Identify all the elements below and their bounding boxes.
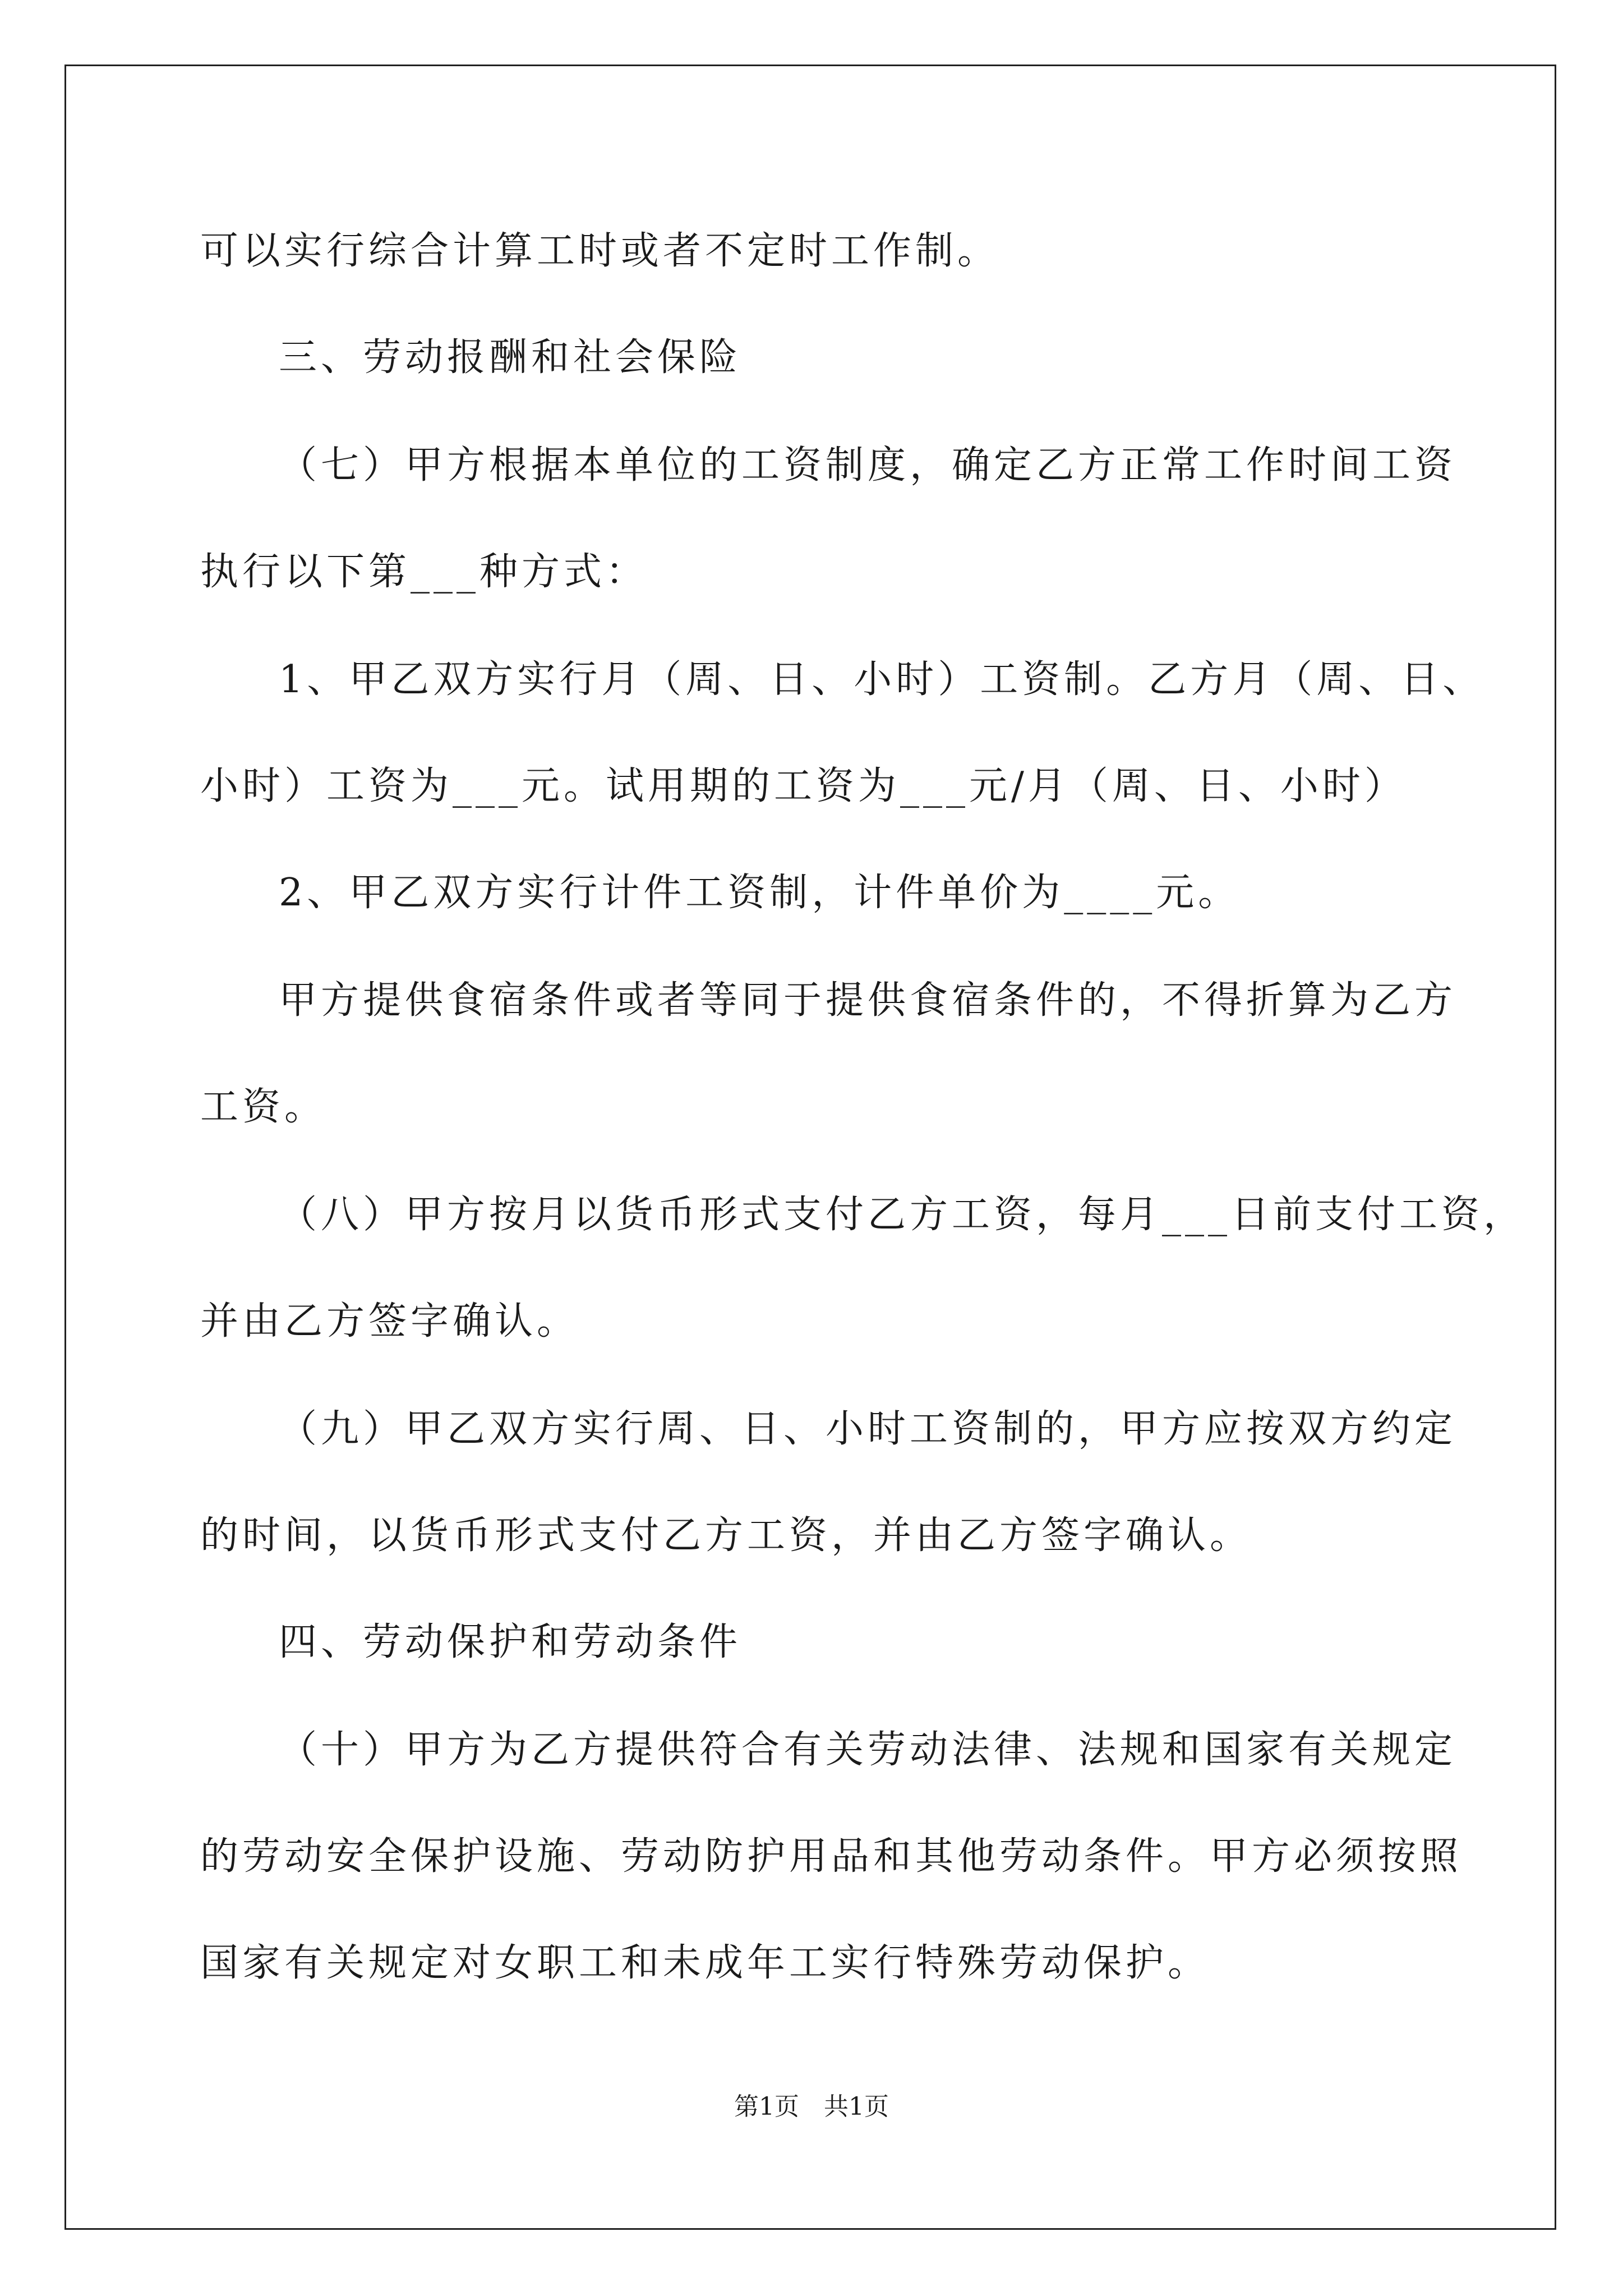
page-number-footer: 第1页 共1页: [734, 2092, 889, 2121]
text-line: （八）甲方按月以货币形式支付乙方工资，每月___日前支付工资，: [279, 1193, 1526, 1237]
text-line: 国家有关规定对女职工和未成年工实行特殊劳动保护。: [200, 1941, 1210, 1985]
text-line: 小时）工资为___元。试用期的工资为___元/月（周、日、小时）: [200, 764, 1407, 808]
text-line: 甲方提供食宿条件或者等同于提供食宿条件的，不得折算为乙方: [279, 978, 1457, 1023]
text-line: 的劳动安全保护设施、劳动防护用品和其他劳动条件。甲方必须按照: [200, 1834, 1463, 1879]
page-border: [64, 65, 1556, 2230]
text-line: 工资。: [200, 1085, 327, 1129]
section-heading: 三、劳动报酬和社会保险: [279, 335, 742, 380]
text-line: （七）甲方根据本单位的工资制度，确定乙方正常工作时间工资: [279, 443, 1457, 487]
text-line: 执行以下第___种方式：: [200, 550, 648, 594]
text-line: 1、甲乙双方实行月（周、日、小时）工资制。乙方月（周、日、: [279, 657, 1485, 702]
section-heading: 四、劳动保护和劳动条件: [279, 1620, 742, 1664]
text-line: （九）甲乙双方实行周、日、小时工资制的，甲方应按双方约定: [279, 1407, 1457, 1451]
text-line: 2、甲乙双方实行计件工资制，计件单价为____元。: [279, 871, 1241, 915]
text-line: （十）甲方为乙方提供符合有关劳动法律、法规和国家有关规定: [279, 1728, 1457, 1772]
text-line: 可以实行综合计算工时或者不定时工作制。: [200, 229, 1000, 273]
text-line: 的时间，以货币形式支付乙方工资，并由乙方签字确认。: [200, 1513, 1252, 1558]
text-line: 并由乙方签字确认。: [200, 1299, 579, 1343]
